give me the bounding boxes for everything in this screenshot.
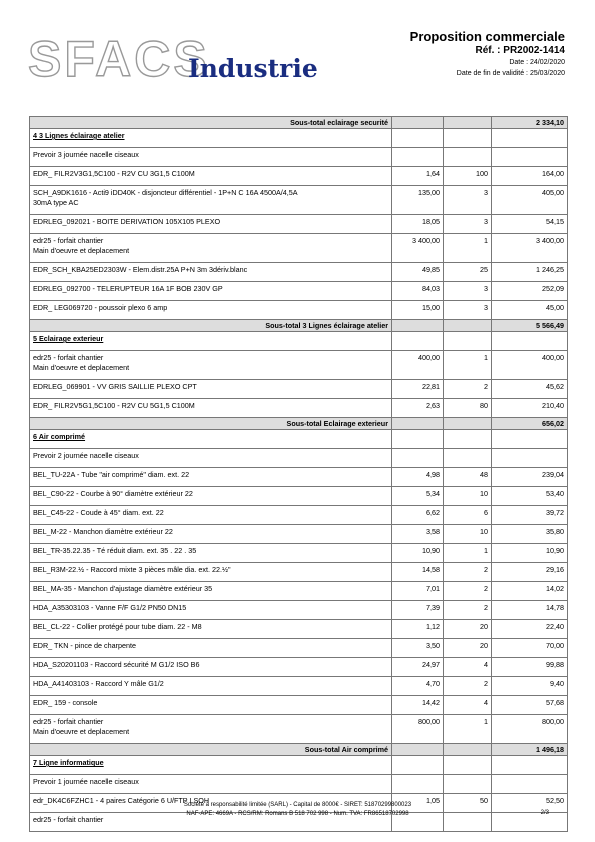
quantity-cell: 1 <box>444 715 492 744</box>
line-item-row <box>30 282 568 301</box>
unit-price-cell <box>392 148 444 167</box>
line-item-row <box>30 167 568 186</box>
item-description <box>30 506 392 525</box>
unit-price-cell: 4,70 <box>392 677 444 696</box>
quantity-cell: 6 <box>444 506 492 525</box>
subtotal-row <box>30 117 568 129</box>
description-line: edr_DK4C6FZHC1 - 4 paires Catégorie 6 U/FTP LSOH <box>33 796 210 805</box>
line-item-row <box>30 582 568 601</box>
quantity-cell: 4 <box>444 658 492 677</box>
item-description <box>30 677 392 696</box>
line-total-cell: 53,40 <box>492 487 568 506</box>
description-line: BEL_C45-22 - Coude à 45° diam. ext. 22 <box>33 508 164 517</box>
quantity-cell: 3 <box>444 186 492 215</box>
line-item-row <box>30 620 568 639</box>
line-total-cell: 45,62 <box>492 380 568 399</box>
subtotal-label: Sous-total Eclairage exterieur <box>30 418 392 430</box>
item-description <box>30 658 392 677</box>
unit-price-cell: 1,12 <box>392 620 444 639</box>
line-total-cell: 52,50 <box>492 794 568 813</box>
description-line: HDA_A41403103 - Raccord Y mâle G1/2 <box>33 679 164 688</box>
line-item-row <box>30 677 568 696</box>
unit-price-cell: 84,03 <box>392 282 444 301</box>
item-description <box>30 301 392 320</box>
item-description <box>30 380 392 399</box>
line-total-cell: 405,00 <box>492 186 568 215</box>
line-item-row <box>30 449 568 468</box>
document-date: Date : 24/02/2020 <box>509 59 565 66</box>
line-total-cell: 99,88 <box>492 658 568 677</box>
line-total-cell: 29,16 <box>492 563 568 582</box>
description-line: 6 Air comprimé <box>33 432 86 441</box>
unit-price-cell: 14,58 <box>392 563 444 582</box>
line-item-row <box>30 186 568 215</box>
line-total-cell: 800,00 <box>492 715 568 744</box>
line-total-cell: 35,80 <box>492 525 568 544</box>
line-item-row <box>30 301 568 320</box>
line-total-cell: 10,90 <box>492 544 568 563</box>
item-description <box>30 468 392 487</box>
description-line: Main d'oeuvre et deplacement <box>33 246 130 255</box>
quantity-cell <box>444 756 492 775</box>
line-item-row <box>30 639 568 658</box>
document-header <box>410 29 565 79</box>
unit-price-cell: 18,05 <box>392 215 444 234</box>
item-description <box>30 487 392 506</box>
item-description <box>30 582 392 601</box>
page-footer <box>0 801 595 819</box>
line-total-cell: 3 400,00 <box>492 234 568 263</box>
item-description <box>30 148 392 167</box>
line-item-row <box>30 234 568 263</box>
quantity-cell <box>444 418 492 430</box>
item-description <box>30 449 392 468</box>
unit-price-cell: 3,50 <box>392 639 444 658</box>
validity-date: Date de fin de validité : 25/03/2020 <box>456 70 565 77</box>
description-line: BEL_M-22 - Manchon diamètre extérieur 22 <box>33 527 173 536</box>
quantity-cell <box>444 775 492 794</box>
item-description <box>30 544 392 563</box>
quantity-cell: 2 <box>444 601 492 620</box>
unit-price-cell: 800,00 <box>392 715 444 744</box>
line-total-cell <box>492 449 568 468</box>
line-total-cell <box>492 332 568 351</box>
quote-lines-table <box>29 116 568 832</box>
line-item-row <box>30 775 568 794</box>
line-total-cell <box>492 129 568 148</box>
unit-price-cell <box>392 117 444 129</box>
item-description <box>30 696 392 715</box>
quantity-cell <box>444 332 492 351</box>
line-total-cell <box>492 148 568 167</box>
description-line: edr25 - forfait chantier <box>33 717 104 726</box>
subtotal-amount: 656,02 <box>492 418 568 430</box>
unit-price-cell: 49,85 <box>392 263 444 282</box>
description-line: Prevoir 3 journée nacelle ciseaux <box>33 150 139 159</box>
description-line: EDR_ FILR2V3G1,5C100 - R2V CU 3G1,5 C100M <box>33 169 195 178</box>
unit-price-cell: 7,39 <box>392 601 444 620</box>
document-reference: Réf. : PR2002-1414 <box>475 45 565 56</box>
line-item-row <box>30 715 568 744</box>
unit-price-cell: 10,90 <box>392 544 444 563</box>
description-line: EDR_ 159 - console <box>33 698 98 707</box>
line-total-cell: 252,09 <box>492 282 568 301</box>
line-total-cell: 1 246,25 <box>492 263 568 282</box>
section-title <box>30 756 392 775</box>
description-line: BEL_TR-35.22.35 - Té réduit diam. ext. 35 . 22 . 35 <box>33 546 197 555</box>
company-logo <box>28 30 318 90</box>
line-item-row <box>30 215 568 234</box>
description-line: edr25 - forfait chantier <box>33 236 104 245</box>
description-line: EDR_ FILR2V5G1,5C100 - R2V CU 5G1,5 C100M <box>33 401 195 410</box>
quantity-cell: 10 <box>444 525 492 544</box>
line-item-row <box>30 525 568 544</box>
item-description <box>30 715 392 744</box>
line-total-cell: 39,72 <box>492 506 568 525</box>
quantity-cell <box>444 449 492 468</box>
item-description <box>30 215 392 234</box>
subtotal-row <box>30 744 568 756</box>
description-line: Prevoir 1 journée nacelle ciseaux <box>33 777 139 786</box>
description-line: EDRLEG_069901 - VV GRIS SAILLIE PLEXO CPT <box>33 382 197 391</box>
section-title <box>30 129 392 148</box>
unit-price-cell <box>392 744 444 756</box>
line-total-cell: 57,68 <box>492 696 568 715</box>
unit-price-cell <box>392 449 444 468</box>
description-line: BEL_CL-22 - Collier protégé pour tube diam. 22 - M8 <box>33 622 202 631</box>
quantity-cell <box>444 744 492 756</box>
unit-price-cell: 1,05 <box>392 794 444 813</box>
description-line: EDR_SCH_KBA25ED2303W - Elem.distr.25A P+N 3m 3dériv.blanc <box>33 265 248 274</box>
quantity-cell: 1 <box>444 351 492 380</box>
unit-price-cell <box>392 332 444 351</box>
quantity-cell: 2 <box>444 677 492 696</box>
quantity-cell <box>444 129 492 148</box>
line-total-cell: 400,00 <box>492 351 568 380</box>
line-item-row <box>30 148 568 167</box>
description-line: 4 3 Lignes éclairage atelier <box>33 131 125 140</box>
quantity-cell: 48 <box>444 468 492 487</box>
line-total-cell: 54,15 <box>492 215 568 234</box>
description-line: EDR_ TKN - pince de charpente <box>33 641 136 650</box>
quantity-cell: 3 <box>444 282 492 301</box>
unit-price-cell: 24,97 <box>392 658 444 677</box>
line-item-row <box>30 351 568 380</box>
quantity-cell: 50 <box>444 794 492 813</box>
line-item-row <box>30 544 568 563</box>
unit-price-cell: 14,42 <box>392 696 444 715</box>
logo-subtitle: Industrie <box>188 54 318 83</box>
unit-price-cell: 7,01 <box>392 582 444 601</box>
item-description <box>30 620 392 639</box>
item-description <box>30 601 392 620</box>
description-line: edr25 - forfait chantier <box>33 815 104 824</box>
line-item-row <box>30 487 568 506</box>
description-line: Prevoir 2 journée nacelle ciseaux <box>33 451 139 460</box>
unit-price-cell <box>392 756 444 775</box>
unit-price-cell: 3,58 <box>392 525 444 544</box>
unit-price-cell: 4,98 <box>392 468 444 487</box>
line-total-cell: 9,40 <box>492 677 568 696</box>
unit-price-cell: 22,81 <box>392 380 444 399</box>
description-line: HDA_A35303103 - Vanne F/F G1/2 PN50 DN15 <box>33 603 187 612</box>
quantity-cell: 1 <box>444 544 492 563</box>
description-line: 5 Eclairage exterieur <box>33 334 104 343</box>
item-description <box>30 263 392 282</box>
section-title <box>30 430 392 449</box>
subtotal-row <box>30 320 568 332</box>
subtotal-amount: 1 496,18 <box>492 744 568 756</box>
subtotal-label: Sous-total Air comprimé <box>30 744 392 756</box>
line-total-cell: 45,00 <box>492 301 568 320</box>
quantity-cell: 10 <box>444 487 492 506</box>
logo-brand: SFACS <box>28 31 210 87</box>
unit-price-cell: 15,00 <box>392 301 444 320</box>
line-total-cell: 210,40 <box>492 399 568 418</box>
line-item-row <box>30 658 568 677</box>
line-item-row <box>30 506 568 525</box>
description-line: EDRLEG_092700 - TELERUPTEUR 16A 1F BOB 230V GP <box>33 284 223 293</box>
description-line: BEL_R3M-22.½ - Raccord mixte 3 pièces mâle dia. ext. 22.½" <box>33 565 231 574</box>
quantity-cell: 2 <box>444 582 492 601</box>
footer-legal-line-2: NAF-APE: 4669A - RCS/RM: Romans B 518 702 998 - Num. TVA: FR86518702998 <box>186 811 409 817</box>
unit-price-cell: 135,00 <box>392 186 444 215</box>
description-line: BEL_MA-35 - Manchon d'ajustage diamètre extérieur 35 <box>33 584 213 593</box>
item-description <box>30 351 392 380</box>
unit-price-cell <box>392 430 444 449</box>
quantity-cell <box>444 430 492 449</box>
document-title: Proposition commerciale <box>409 29 565 44</box>
subtotal-amount: 5 566,49 <box>492 320 568 332</box>
description-line: 7 Ligne informatique <box>33 758 104 767</box>
section-heading-row <box>30 430 568 449</box>
quantity-cell <box>444 117 492 129</box>
description-line: EDRLEG_092021 - BOITE DERIVATION 105X105 PLEXO <box>33 217 221 226</box>
unit-price-cell <box>392 775 444 794</box>
line-item-row <box>30 380 568 399</box>
quote-lines-body <box>30 117 568 832</box>
item-description <box>30 563 392 582</box>
description-line: SCH_A9DK1616 - Acti9 iDD40K - disjoncteur différentiel - 1P+N C 16A 4500A/4,5A <box>33 188 298 197</box>
quantity-cell <box>444 320 492 332</box>
line-total-cell: 70,00 <box>492 639 568 658</box>
line-total-cell <box>492 775 568 794</box>
unit-price-cell: 400,00 <box>392 351 444 380</box>
unit-price-cell: 2,63 <box>392 399 444 418</box>
line-item-row <box>30 601 568 620</box>
description-line: 30mA type AC <box>33 198 79 207</box>
quantity-cell: 2 <box>444 380 492 399</box>
section-heading-row <box>30 129 568 148</box>
line-total-cell <box>492 756 568 775</box>
quantity-cell: 100 <box>444 167 492 186</box>
section-title <box>30 332 392 351</box>
quantity-cell: 2 <box>444 563 492 582</box>
unit-price-cell: 3 400,00 <box>392 234 444 263</box>
description-line: Main d'oeuvre et deplacement <box>33 727 130 736</box>
page-number: 2/3 <box>540 810 549 816</box>
quantity-cell: 80 <box>444 399 492 418</box>
line-total-cell: 22,40 <box>492 620 568 639</box>
item-description <box>30 282 392 301</box>
line-total-cell <box>492 430 568 449</box>
unit-price-cell: 6,62 <box>392 506 444 525</box>
line-total-cell: 14,02 <box>492 582 568 601</box>
line-item-row <box>30 263 568 282</box>
quantity-cell: 3 <box>444 215 492 234</box>
subtotal-label: Sous-total 3 Lignes éclairage atelier <box>30 320 392 332</box>
line-total-cell: 14,78 <box>492 601 568 620</box>
quantity-cell: 20 <box>444 620 492 639</box>
quantity-cell: 3 <box>444 301 492 320</box>
footer-legal-line-1: Société à responsabilité limitée (SARL) - Capital de 8000€ - SIRET: 51870299800023 <box>183 802 412 808</box>
item-description <box>30 167 392 186</box>
description-line: HDA_S20201103 - Raccord sécurité M G1/2 ISO B6 <box>33 660 200 669</box>
description-line: Main d'oeuvre et deplacement <box>33 363 130 372</box>
section-heading-row <box>30 756 568 775</box>
line-item-row <box>30 399 568 418</box>
description-line: edr25 - forfait chantier <box>33 353 104 362</box>
line-total-cell: 164,00 <box>492 167 568 186</box>
line-item-row <box>30 468 568 487</box>
item-description <box>30 186 392 215</box>
item-description <box>30 775 392 794</box>
line-item-row <box>30 563 568 582</box>
unit-price-cell <box>392 320 444 332</box>
subtotal-amount: 2 334,10 <box>492 117 568 129</box>
section-heading-row <box>30 332 568 351</box>
description-line: EDR_ LEG069720 - poussoir plexo 6 amp <box>33 303 168 312</box>
item-description <box>30 525 392 544</box>
item-description <box>30 234 392 263</box>
line-item-row <box>30 696 568 715</box>
item-description <box>30 639 392 658</box>
quantity-cell: 20 <box>444 639 492 658</box>
item-description <box>30 399 392 418</box>
unit-price-cell <box>392 129 444 148</box>
unit-price-cell: 5,34 <box>392 487 444 506</box>
quantity-cell: 25 <box>444 263 492 282</box>
unit-price-cell: 1,64 <box>392 167 444 186</box>
subtotal-row <box>30 418 568 430</box>
description-line: BEL_C90-22 - Courbe à 90° diamètre extérieur 22 <box>33 489 193 498</box>
quantity-cell <box>444 148 492 167</box>
unit-price-cell <box>392 418 444 430</box>
subtotal-label: Sous-total eclairage securité <box>30 117 392 129</box>
line-total-cell: 239,04 <box>492 468 568 487</box>
quantity-cell: 4 <box>444 696 492 715</box>
description-line: BEL_TU-22A - Tube "air comprimé" diam. ext. 22 <box>33 470 190 479</box>
quantity-cell: 1 <box>444 234 492 263</box>
